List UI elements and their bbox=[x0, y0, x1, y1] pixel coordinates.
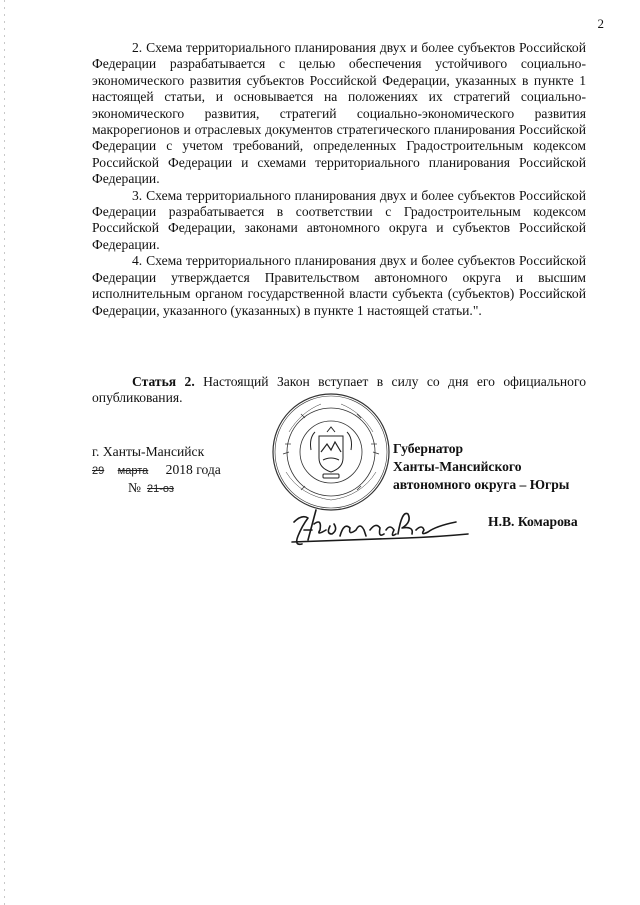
date-month: марта bbox=[117, 465, 149, 477]
position-line-3: автономного округа – Югры bbox=[393, 477, 570, 492]
handwritten-signature bbox=[286, 500, 476, 554]
signer-name: Н.В. Комарова bbox=[488, 514, 578, 529]
official-seal bbox=[271, 392, 391, 512]
position-line-1: Губернатор bbox=[393, 441, 464, 456]
body-text bbox=[92, 40, 586, 319]
law-number-value: 21-оз bbox=[146, 483, 174, 495]
article-2-label: Статья 2. bbox=[132, 374, 195, 389]
city-name: г. Ханты-Мансийск bbox=[92, 444, 205, 459]
position-line-2: Ханты-Мансийского bbox=[393, 459, 522, 474]
signatory-position bbox=[393, 440, 569, 494]
law-number-prefix: № bbox=[128, 480, 141, 495]
scan-edge-marks bbox=[4, 0, 5, 905]
page-number: 2 bbox=[597, 16, 604, 31]
paragraph-4: 4. Схема территориального планирования двух и более субъектов Российской Федерации утверждается Правительством автономного округа и высшим исполнительным органом государственной власти субъекта (субъектов) Российской Федерации, указанного (указанных) в пункте 1 настоящей статьи.". bbox=[92, 253, 586, 318]
article-2-text: Настоящий Закон вступает в силу со дня его официального опубликования. bbox=[92, 374, 586, 406]
coat-of-arms-icon bbox=[311, 427, 352, 478]
date-year: 2018 года bbox=[165, 462, 221, 477]
signing-date bbox=[92, 462, 221, 478]
paragraph-3: 3. Схема территориального планирования двух и более субъектов Российской Федерации разрабатывается в соответствии с Градостроительным кодексом Российской Федерации, законами автономного округа и субъектов Российской Федерации. bbox=[92, 187, 586, 252]
date-day: 29 bbox=[92, 465, 105, 477]
law-number bbox=[128, 480, 174, 496]
paragraph-2: 2. Схема территориального планирования двух и более субъектов Российской Федерации разрабатывается с целью обеспечения устойчивого социально-экономического развития субъектов Российской Федерации, указанных в пункте 1 настоящей статьи, и основывается на положениях их стратегий социально-экономического развития, стратегий социально-экономического развития макрорегионов и отраслевых документов стратегического планирования Российской Федерации с учетом требований, определенных Градостроительным кодексом Российской Федерации и схемами территориального планирования Российской Федерации. bbox=[92, 40, 586, 187]
